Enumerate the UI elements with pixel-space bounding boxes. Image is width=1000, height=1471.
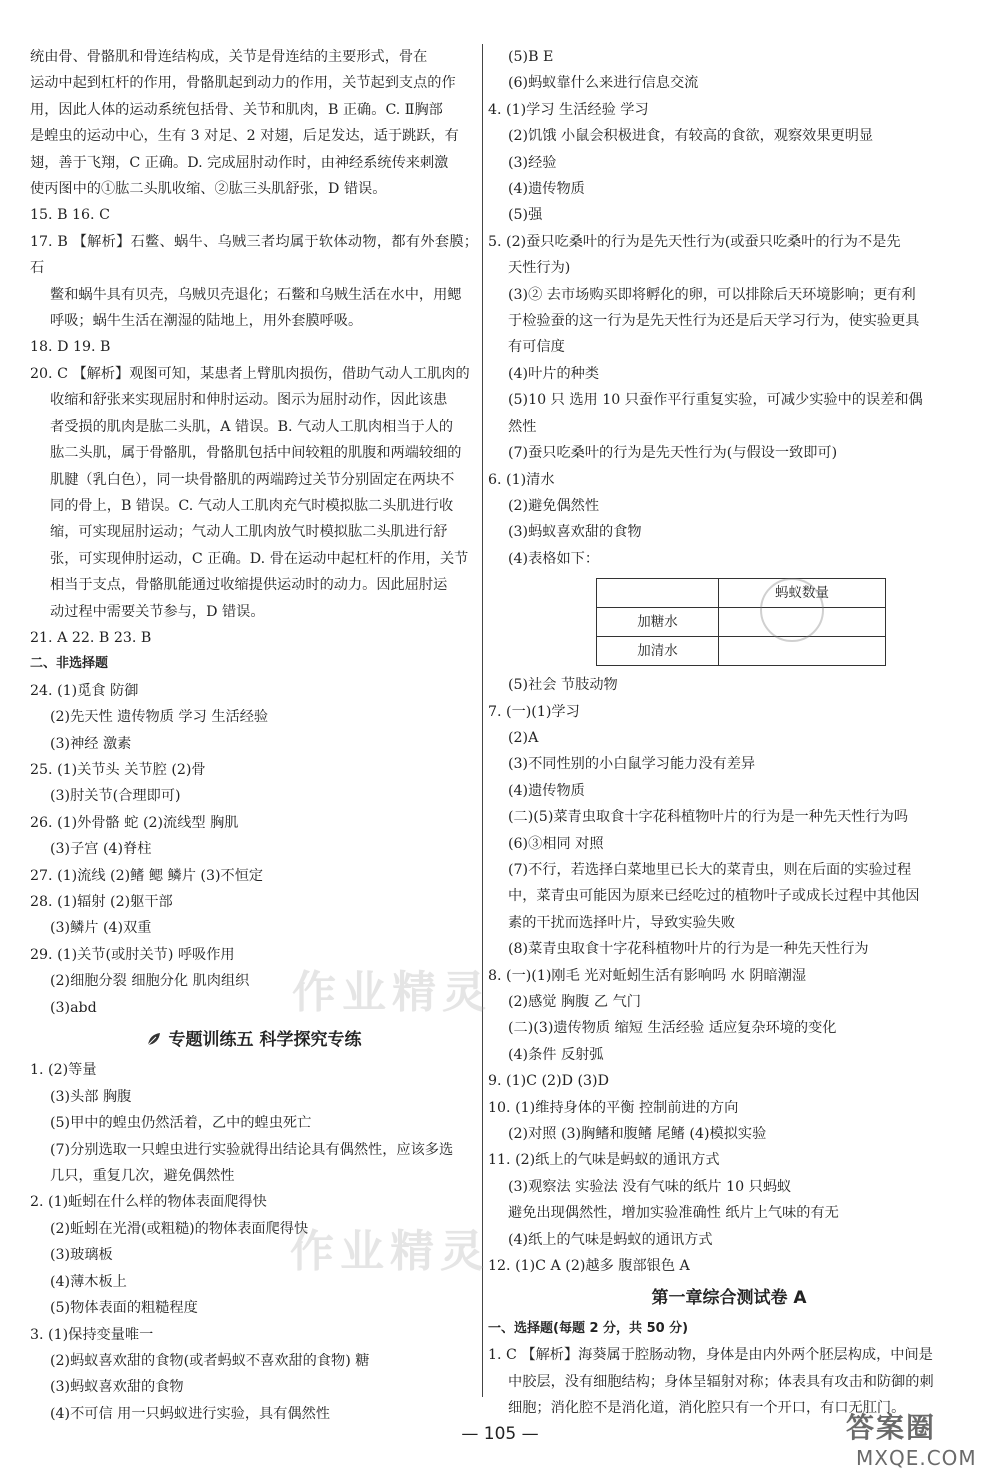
section-title	[30, 1027, 478, 1053]
answer-8: 8. (一)(1)刚毛 光对蚯蚓生活有影响吗 水 阴暗潮湿	[488, 967, 807, 984]
text-line: 肌腱（乳白色），同一块骨骼肌的两端跨过关节分别固定在两块不	[50, 471, 455, 488]
text-line: (4)遗传物质	[508, 782, 585, 799]
text-line: (3)蚂蚁喜欢甜的食物	[50, 1379, 184, 1396]
text-line: 使丙图中的①肱二头肌收缩、②肱三头肌舒张，D 错误。	[30, 181, 387, 198]
text-line: (3)② 去市场购买即将孵化的卵，可以排除后天环境影响；更有利	[508, 286, 916, 303]
text-line: 张，可实现伸肘运动，C 正确。D. 骨在运动中起杠杆的作用，关节	[50, 550, 469, 567]
answer-11: 11. (2)纸上的气味是蚂蚁的通讯方式	[488, 1152, 720, 1169]
text-line: 中胶层，没有细胞结构；身体呈辐射对称；体表具有攻击和防御的刺	[508, 1373, 934, 1390]
answer-9: 9. (1)C (2)D (3)D	[488, 1073, 609, 1090]
text-line: (3)肘关节(合理即可)	[50, 788, 181, 805]
text-line: (4)叶片的种类	[508, 365, 600, 382]
answer-4: 4. (1)学习 生活经验 学习	[488, 101, 649, 118]
text-line: (7)分别选取一只蝗虫进行实验就得出结论具有偶然性，应该多选	[50, 1141, 454, 1158]
answer-24: 24. (1)觅食 防御	[30, 682, 139, 699]
answer-18: 18. D 19. B	[30, 339, 111, 356]
text-line: 细胞；消化腔不是消化道，消化腔只有一个开口，有口无肛门。	[508, 1400, 906, 1417]
text-line: 然性	[508, 418, 537, 435]
text-line: 者受损的肌肉是肱二头肌，A 错误。B. 气动人工肌肉相当于人的	[50, 418, 454, 435]
text-line: (2)先天性 遗传物质 学习 生活经验	[50, 709, 269, 726]
practice-1: 1. (2)等量	[30, 1062, 97, 1079]
answer-6: 6. (1)清水	[488, 471, 555, 488]
text-line: 是蝗虫的运动中心，生有 3 对足、2 对翅，后足发达，适于跳跃，有	[30, 128, 459, 145]
text-line: (3)观察法 实验法 没有气味的纸片 10 只蚂蚁	[508, 1178, 792, 1195]
text-line: (6)③相同 对照	[508, 835, 604, 852]
left-column	[30, 44, 478, 1427]
text-line: (二)(5)菜青虫取食十字花科植物叶片的行为是一种先天性行为吗	[508, 809, 909, 826]
text-line: (3)蚂蚁喜欢甜的食物	[508, 524, 642, 541]
answer-17: 17. B 【解析】石鳖、蜗牛、乌贼三者均属于软体动物，都有外套膜；石	[30, 233, 478, 277]
answer-27: 27. (1)流线 (2)鳍 鳃 鳞片 (3)不恒定	[30, 867, 264, 884]
ant-count-table	[596, 578, 886, 666]
answer-29: 29. (1)关节(或肘关节) 呼吸作用	[30, 946, 235, 963]
text-line: (3)玻璃板	[50, 1247, 113, 1264]
table-cell: 加糖水	[597, 608, 719, 637]
answer-28: 28. (1)辐射 (2)躯干部	[30, 894, 173, 910]
practice-3: 3. (1)保持变量唯一	[30, 1326, 154, 1343]
text-line: 用，因此人体的运动系统包括骨、关节和肌肉，B 正确。C. Ⅱ胸部	[30, 101, 443, 118]
text-line: 于检验蚕的这一行为是先天性行为还是后天学习行为，使实验更具	[508, 313, 920, 330]
text-line: 鳖和蜗牛具有贝壳，乌贼贝壳退化；石鳖和乌贼生活在水中，用鳃	[50, 286, 462, 303]
text-line: 同的骨上，B 错误。C. 气动人工肌肉充气时模拟肱二头肌进行收	[50, 497, 454, 514]
watermark-stamp	[760, 578, 824, 642]
test-title: 第一章综合测试卷 A	[651, 1288, 807, 1309]
text-line: 有可信度	[508, 339, 565, 356]
text-line: 呼吸；蜗牛生活在潮湿的陆地上，用外套膜呼吸。	[50, 313, 363, 330]
text-line: (2)蚯蚓在光滑(或粗糙)的物体表面爬得快	[50, 1220, 309, 1237]
text-line: 运动中起到杠杆的作用，骨骼肌起到动力的作用，关节起到支点的作	[30, 75, 456, 92]
text-line: (6)蚂蚁靠什么来进行信息交流	[508, 75, 699, 92]
page-number: — 105 —	[461, 1424, 539, 1444]
text-line: 肱二头肌，属于骨骼肌，骨骼肌包括中间较粗的肌腹和两端较细的	[50, 445, 462, 462]
answer-5: 5. (2)蚕只吃桑叶的行为是先天性行为(或蚕只吃桑叶的行为不是先	[488, 233, 901, 250]
text-line: (4)遗传物质	[508, 181, 585, 198]
table-row	[597, 579, 886, 608]
text-line: (7)不行，若选择白菜地里已长大的菜青虫，则在后面的实验过程	[508, 861, 912, 878]
text-line: (2)饥饿 小鼠会积极进食，有较高的食欲，观察效果更明显	[508, 128, 874, 145]
text-line: (2)蚂蚁喜欢甜的食物(或者蚂蚁不喜欢甜的食物) 糖	[50, 1352, 370, 1369]
text-line: (3)abd	[50, 999, 97, 1016]
table-cell	[719, 637, 886, 666]
section-title-text: 专题训练五 科学探究专练	[168, 1030, 362, 1051]
text-line: (2)对照 (3)胸鳍和腹鳍 尾鳍 (4)模拟实验	[508, 1126, 767, 1143]
logo-sub: MXQE.COM	[856, 1446, 977, 1470]
text-line: 天性行为)	[508, 260, 571, 277]
answer-7: 7. (一)(1)学习	[488, 703, 580, 720]
table-cell: 加清水	[597, 637, 719, 666]
logo-main: 答案圈	[846, 1411, 937, 1444]
text-line: (3)神经 激素	[50, 735, 132, 752]
section-heading: 二、非选择题	[30, 656, 109, 672]
text-line: (2)A	[508, 729, 539, 746]
text-line: 几只，重复几次，避免偶然性	[50, 1168, 235, 1185]
text-line: (4)不可信 用一只蚂蚁进行实验，具有偶然性	[50, 1405, 330, 1422]
watermark: 作业精灵	[290, 1226, 490, 1277]
text-line: (5)B E	[508, 49, 554, 65]
text-line: (4)薄木板上	[50, 1273, 127, 1290]
answer-12: 12. (1)C A (2)越多 腹部银色 A	[488, 1258, 690, 1275]
table-row	[597, 637, 886, 666]
text-line: (2)避免偶然性	[508, 497, 600, 514]
text-line: 素的干扰而选择叶片，导致实验失败	[508, 914, 736, 931]
section-heading: 一、选择题(每题 2 分，共 50 分)	[488, 1320, 689, 1336]
text-line: (2)细胞分裂 细胞分化 肌肉组织	[50, 973, 250, 990]
table-cell	[597, 579, 719, 608]
practice-2: 2. (1)蚯蚓在什么样的物体表面爬得快	[30, 1194, 267, 1211]
answer-a1: 1. C 【解析】海葵属于腔肠动物，身体是由内外两个胚层构成，中间是	[488, 1347, 933, 1364]
text-line: (8)菜青虫取食十字花科植物叶片的行为是一种先天性行为	[508, 941, 869, 958]
text-line: (3)不同性别的小白鼠学习能力没有差异	[508, 756, 756, 773]
text-line: (3)经验	[508, 154, 557, 171]
text-line: 统由骨、骨骼肌和骨连结构成，关节是骨连结的主要形式，骨在	[30, 49, 428, 65]
answer-15: 15. B 16. C	[30, 207, 110, 224]
text-line: (4)表格如下：	[508, 550, 600, 567]
text-line: 动过程中需要关节参与，D 错误。	[50, 603, 265, 620]
text-line: (5)10 只 选用 10 只蚕作平行重复实验，可减少实验中的误差和偶	[508, 392, 923, 409]
watermark: 作业精灵	[292, 967, 492, 1018]
text-line: (二)(3)遗传物质 缩短 生活经验 适应复杂环境的变化	[508, 1020, 837, 1037]
answer-21: 21. A 22. B 23. B	[30, 629, 152, 646]
right-column	[488, 44, 970, 1422]
text-line: (5)社会 节肢动物	[508, 677, 618, 694]
text-line: (3)鳞片 (4)双重	[50, 920, 152, 937]
table-row	[597, 608, 886, 637]
text-line: 收缩和舒张来实现屈肘和伸肘运动。图示为屈肘动作，因此该患	[50, 392, 448, 409]
text-line: (2)感觉 胸腹 乙 气门	[508, 994, 641, 1010]
leaf-icon	[147, 1032, 161, 1046]
column-divider	[482, 44, 483, 1397]
answer-26: 26. (1)外骨骼 蛇 (2)流线型 胸肌	[30, 814, 239, 831]
text-line: (4)条件 反射弧	[508, 1046, 604, 1063]
text-line: 缩，可实现屈肘运动；气动人工肌肉放气时模拟肱二头肌进行舒	[50, 524, 448, 541]
text-line: (3)头部 胸腹	[50, 1088, 132, 1105]
text-line: (3)子宫 (4)脊柱	[50, 841, 152, 858]
answer-25: 25. (1)关节头 关节腔 (2)骨	[30, 761, 206, 778]
text-line: (4)纸上的气味是蚂蚁的通讯方式	[508, 1231, 713, 1248]
site-logo	[846, 1406, 977, 1470]
text-line: 翅，善于飞翔，C 正确。D. 完成屈肘动作时，由神经系统传来刺激	[30, 154, 449, 171]
text-line: (7)蚕只吃桑叶的行为是先天性行为(与假设一致即可)	[508, 445, 838, 462]
text-line: 相当于支点，骨骼肌能通过收缩提供运动时的动力。因此屈肘运	[50, 577, 448, 594]
text-line: (5)物体表面的粗糙程度	[50, 1300, 198, 1317]
answer-10: 10. (1)维持身体的平衡 控制前进的方向	[488, 1099, 739, 1116]
text-line: 避免出现偶然性，增加实验准确性 纸片上气味的有无	[508, 1205, 839, 1222]
text-line: (5)甲中的蝗虫仍然活着，乙中的蝗虫死亡	[50, 1115, 312, 1132]
text-line: (5)强	[508, 207, 543, 224]
table-header-cell: 蚂蚁数量	[719, 579, 886, 608]
text-line: 中，菜青虫可能因为原来已经吃过的植物叶子或成长过程中其他因	[508, 888, 920, 905]
answer-20: 20. C 【解析】观图可知，某患者上臂肌肉损伤，借助气动人工肌肉的	[30, 365, 470, 382]
